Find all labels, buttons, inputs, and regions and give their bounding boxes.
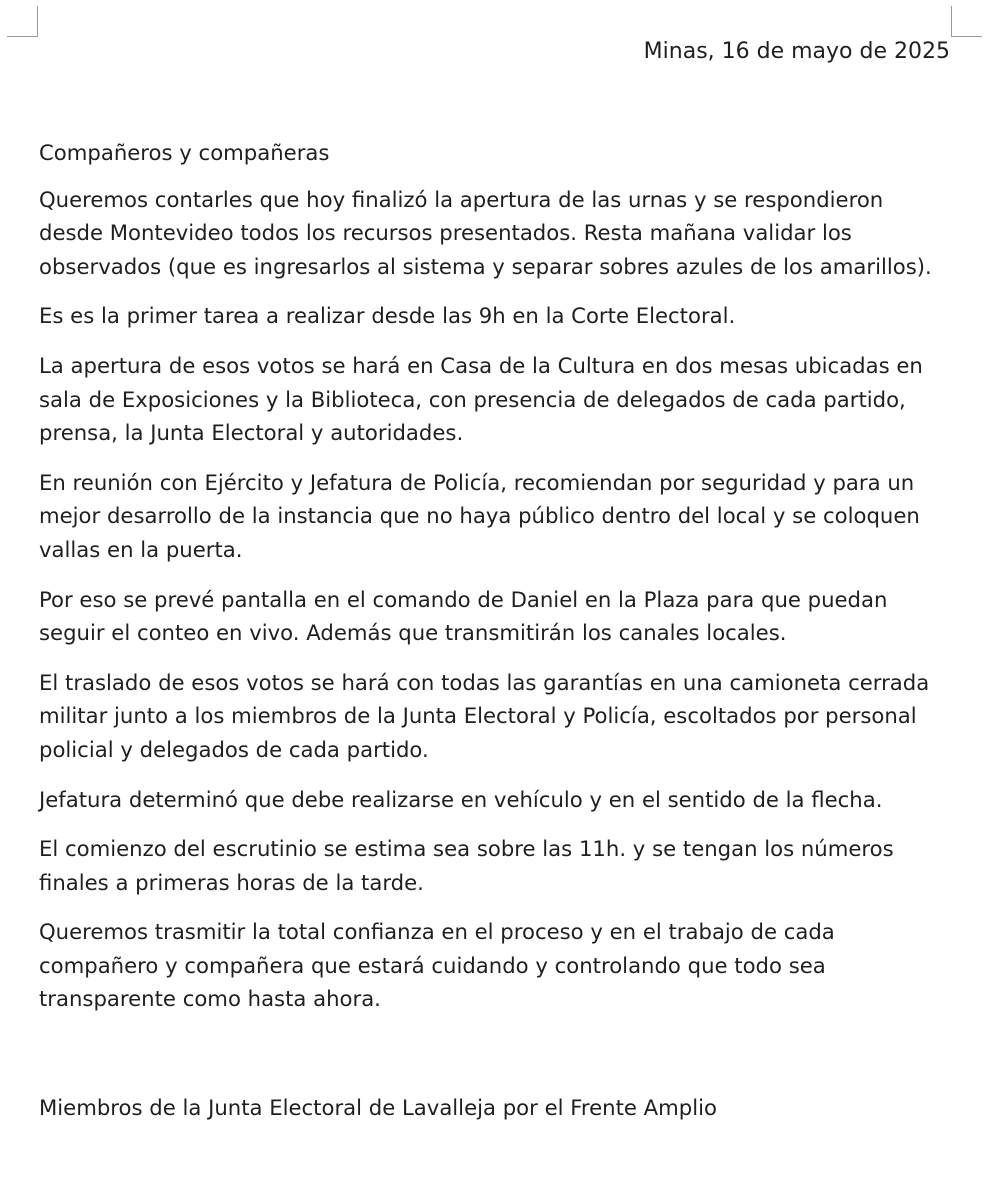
- letter-greeting: Compañeros y compañeras: [39, 140, 330, 165]
- paragraph-4: En reunión con Ejército y Jefatura de Policía, recomiendan por seguridad y para un mejor desarrollo de la instancia que no haya público dentro del local y se coloquen vallas en la puerta.: [39, 469, 920, 562]
- paragraph-8: El comienzo del escrutinio se estima sea sobre las 11h. y se tengan los números finales a primeras horas de la tarde.: [39, 836, 894, 895]
- letter-signature: Miembros de la Junta Electoral de Lavalleja por el Frente Amplio: [39, 1095, 717, 1120]
- paragraph-1: Queremos contarles que hoy finalizó la apertura de las urnas y se respondieron desde Montevideo todos los recursos presentados. Resta mañana validar los observados (que es ingresarlos al sistema y separar sobres azules de los amarillos).: [39, 186, 932, 279]
- page-corner-mark-top-right: [951, 6, 982, 37]
- page-corner-mark-top-left: [7, 6, 38, 37]
- paragraph-9: Queremos trasmitir la total confianza en el proceso y en el trabajo de cada compañero y compañera que estará cuidando y controlando que todo sea transparente como hasta ahora.: [39, 919, 835, 1012]
- paragraph-3: La apertura de esos votos se hará en Casa de la Cultura en dos mesas ubicadas en sala de Exposiciones y la Biblioteca, con presencia de delegados de cada partido, prensa, la Junta Electoral y autoridades.: [39, 352, 923, 446]
- paragraph-5: Por eso se prevé pantalla en el comando de Daniel en la Plaza para que puedan seguir el conteo en vivo. Además que transmitirán los canales locales.: [39, 586, 888, 646]
- letter-date: Minas, 16 de mayo de 2025: [643, 39, 950, 64]
- paragraph-7: Jefatura determinó que debe realizarse en vehículo y en el sentido de la flecha.: [39, 786, 883, 812]
- paragraph-6: El traslado de esos votos se hará con todas las garantías en una camioneta cerrada militar junto a los miembros de la Junta Electoral y Policía, escoltados por personal policial y delegados de cada partido.: [39, 669, 930, 762]
- letter-body: [39, 136, 951, 1032]
- paragraph-2: Es es la primer tarea a realizar desde las 9h en la Corte Electoral.: [39, 303, 736, 329]
